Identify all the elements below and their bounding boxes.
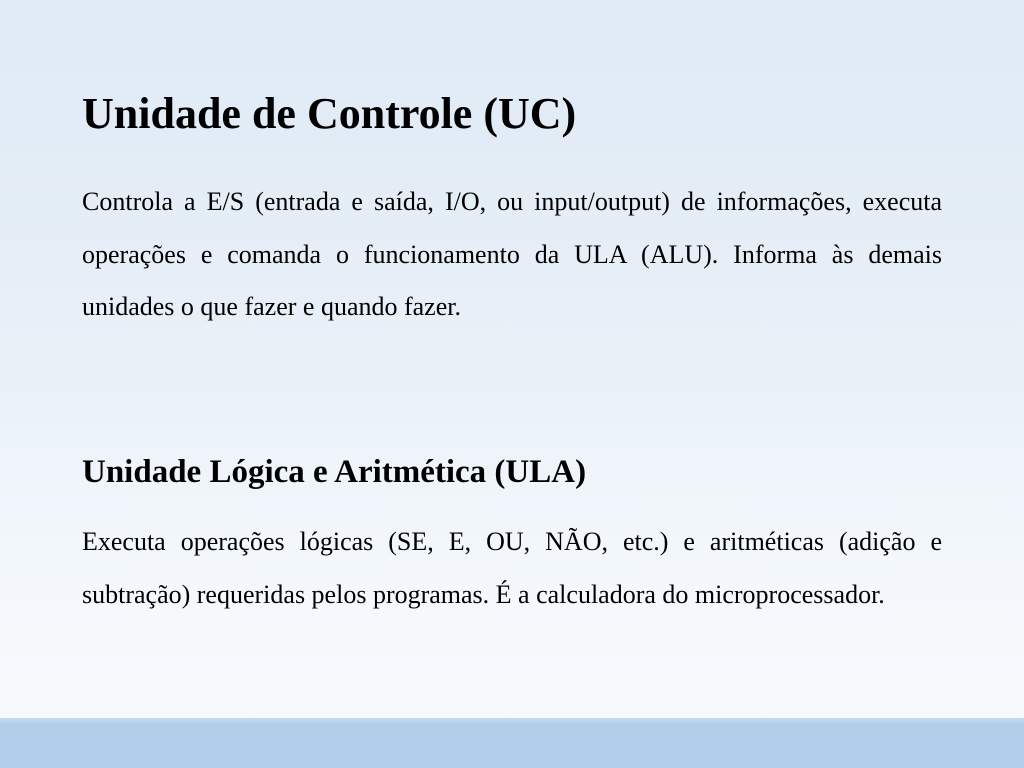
ula-description: Executa operações lógicas (SE, E, OU, NÃO, etc.) e aritméticas (adição e subtração) requeridas pelos programas. É a calculadora do microprocessador. xyxy=(82,527,942,609)
footer-band xyxy=(0,718,1024,768)
uc-description: Controla a E/S (entrada e saída, I/O, ou input/output) de informações, executa operações e comanda o funcionamento da ULA (ALU). Informa às demais unidades o que fazer e quando fazer. xyxy=(82,187,942,321)
ula-heading: Unidade Lógica e Aritmética (ULA) xyxy=(82,454,587,490)
slide-title: Unidade de Controle (UC) xyxy=(82,89,577,138)
